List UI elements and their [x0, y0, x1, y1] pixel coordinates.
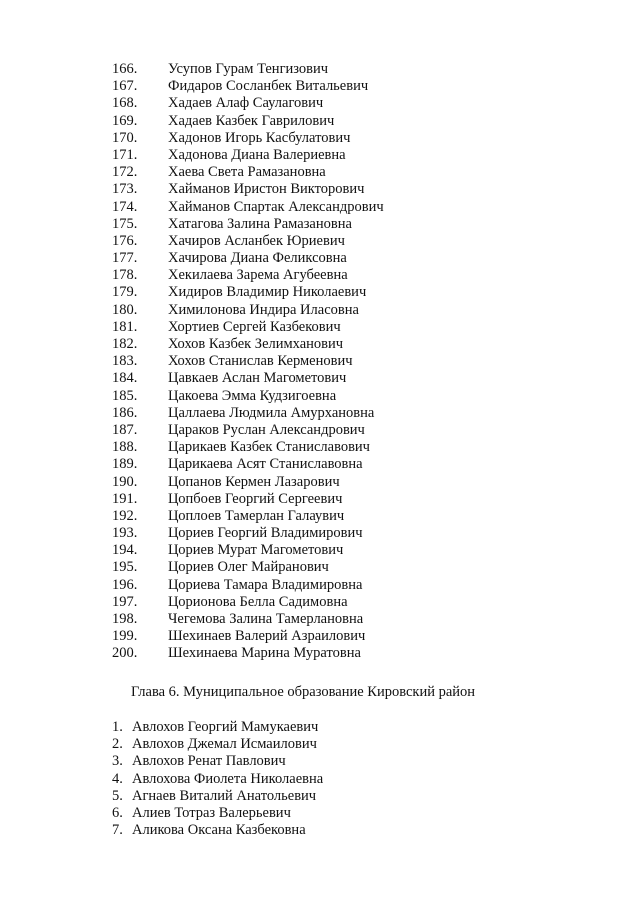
list-item-number: 7.: [112, 822, 123, 839]
list-item-number: 174.: [112, 198, 138, 215]
chapter-heading: Глава 6. Муниципальное образование Кировский район: [131, 684, 476, 700]
list-item: [112, 147, 384, 164]
list-item-name: Алиев Тотраз Валерьевич: [132, 804, 291, 821]
list-item-number: 182.: [112, 336, 138, 352]
list-item: [112, 61, 384, 78]
list-item: [112, 422, 384, 439]
list-item: [112, 559, 384, 576]
list-item-number: 176.: [112, 232, 138, 249]
list-item-name: Цавкаев Аслан Магометович: [168, 370, 347, 387]
list-item-number: 166.: [112, 61, 138, 77]
list-item: [112, 216, 384, 233]
list-item: [112, 788, 323, 805]
list-item-number: 175.: [112, 215, 138, 232]
list-item: [112, 719, 323, 736]
list-item-name: Хохов Казбек Зелимханович: [168, 336, 344, 352]
list-item-name: Цопбоев Георгий Сергеевич: [168, 490, 343, 507]
list-item-number: 190.: [112, 473, 138, 490]
list-item-name: Цараков Руслан Александрович: [168, 421, 365, 438]
list-item-number: 169.: [112, 112, 138, 129]
list-item: [112, 95, 384, 112]
list-item: [112, 491, 384, 508]
list-item-name: Хачирова Диана Феликсовна: [168, 250, 347, 267]
list-item: [112, 302, 384, 319]
list-item-number: 188.: [112, 439, 138, 456]
list-item-name: Хадонова Диана Валериевна: [168, 146, 346, 163]
list-item: [112, 250, 384, 267]
list-item-number: 192.: [112, 507, 138, 524]
list-item-number: 197.: [112, 593, 138, 610]
list-item-number: 196.: [112, 576, 138, 593]
list-item-number: 4.: [112, 770, 123, 787]
list-item-name: Цориева Тамара Владимировна: [168, 576, 363, 593]
list-item: [112, 753, 323, 770]
list-item: [112, 736, 323, 753]
list-item: [112, 164, 384, 181]
list-item-number: 181.: [112, 318, 138, 335]
list-item-number: 195.: [112, 559, 138, 576]
list-item-number: 168.: [112, 95, 138, 112]
list-item: [112, 284, 384, 301]
list-item: [112, 336, 384, 353]
list-item-name: Цакоева Эмма Кудзигоевна: [168, 387, 337, 404]
list-item-name: Цопанов Кермен Лазарович: [168, 473, 340, 490]
list-item-name: Шехинаева Марина Муратовна: [168, 645, 361, 662]
list-item: [112, 645, 384, 662]
list-item-number: 1.: [112, 719, 123, 735]
list-item-name: Усупов Гурам Тенгизович: [168, 61, 329, 77]
list-item-name: Цориев Мурат Магометович: [168, 542, 344, 559]
list-item: [112, 388, 384, 405]
list-item-name: Шехинаев Валерий Азраилович: [168, 628, 366, 645]
list-item-number: 5.: [112, 787, 123, 804]
list-item-name: Авлохов Ренат Павлович: [132, 753, 286, 770]
list-item: [112, 611, 384, 628]
list-item-name: Хохов Станислав Керменович: [168, 353, 353, 370]
list-item-number: 171.: [112, 146, 138, 163]
list-item-name: Хатагова Залина Рамазановна: [168, 215, 352, 232]
list-item: [112, 199, 384, 216]
list-item: [112, 113, 384, 130]
list-item-number: 167.: [112, 78, 138, 95]
list-item: [112, 353, 384, 370]
list-item-name: Хадонов Игорь Касбулатович: [168, 129, 351, 146]
list-item-name: Хекилаева Зарема Агубеевна: [168, 267, 348, 284]
candidate-list-kirovsky: [112, 719, 323, 839]
list-item-number: 178.: [112, 267, 138, 284]
list-item: [112, 594, 384, 611]
list-item-name: Хаева Света Рамазановна: [168, 164, 326, 181]
list-item-name: Цаллаева Людмила Амурхановна: [168, 404, 375, 421]
list-item: [112, 805, 323, 822]
list-item-number: 184.: [112, 370, 138, 387]
list-item-number: 180.: [112, 301, 138, 318]
list-item-name: Цориев Олег Майранович: [168, 559, 329, 576]
list-item-name: Хадаев Казбек Гаврилович: [168, 112, 335, 129]
list-item-name: Хайманов Иристон Викторович: [168, 181, 365, 198]
list-item-number: 177.: [112, 250, 138, 267]
list-item-name: Цорионова Белла Садимовна: [168, 593, 348, 610]
list-item-number: 2.: [112, 736, 123, 753]
list-item: [112, 474, 384, 491]
list-item-name: Авлохов Георгий Мамукаевич: [132, 719, 319, 735]
list-item: [112, 628, 384, 645]
list-item-name: Хачиров Асланбек Юриевич: [168, 232, 345, 249]
list-item: [112, 542, 384, 559]
list-item-name: Цориев Георгий Владимирович: [168, 525, 363, 542]
list-item-number: 187.: [112, 421, 138, 438]
list-item-number: 172.: [112, 164, 138, 181]
list-item-number: 170.: [112, 129, 138, 146]
list-item: [112, 405, 384, 422]
list-item-number: 200.: [112, 645, 138, 662]
list-item-number: 193.: [112, 525, 138, 542]
list-item: [112, 233, 384, 250]
list-item-number: 194.: [112, 542, 138, 559]
list-item: [112, 525, 384, 542]
list-item-name: Агнаев Виталий Анатольевич: [132, 787, 317, 804]
list-item-name: Фидаров Сосланбек Витальевич: [168, 78, 369, 95]
candidate-list-continued: [112, 61, 384, 663]
list-item-number: 185.: [112, 387, 138, 404]
list-item-name: Хортиев Сергей Казбекович: [168, 318, 341, 335]
list-item-number: 173.: [112, 181, 138, 198]
list-item-name: Авлохов Джемал Исмаилович: [132, 736, 317, 753]
list-item-number: 189.: [112, 456, 138, 473]
list-item: [112, 267, 384, 284]
list-item: [112, 370, 384, 387]
list-item-number: 198.: [112, 611, 138, 627]
list-item: [112, 319, 384, 336]
list-item-number: 191.: [112, 490, 138, 507]
list-item-number: 183.: [112, 353, 138, 370]
list-item: [112, 456, 384, 473]
list-item: [112, 577, 384, 594]
list-item-number: 3.: [112, 753, 123, 770]
list-item: [112, 508, 384, 525]
list-item-name: Аликова Оксана Казбековна: [132, 822, 306, 839]
list-item-name: Царикаев Казбек Станиславович: [168, 439, 370, 456]
list-item-name: Хадаев Алаф Саулагович: [168, 95, 324, 112]
list-item-name: Авлохова Фиолета Николаевна: [132, 770, 324, 787]
list-item: [112, 822, 323, 839]
list-item-number: 6.: [112, 804, 123, 821]
list-item-name: Химилонова Индира Иласовна: [168, 301, 359, 318]
list-item-name: Царикаева Асят Станиславовна: [168, 456, 363, 473]
list-item-name: Хайманов Спартак Александрович: [168, 198, 384, 215]
list-item-name: Цоплоев Тамерлан Галаувич: [168, 507, 345, 524]
list-item: [112, 771, 323, 788]
list-item-number: 179.: [112, 284, 138, 301]
list-item-number: 199.: [112, 628, 138, 645]
list-item-name: Хидиров Владимир Николаевич: [168, 284, 367, 301]
list-item-name: Чегемова Залина Тамерлановна: [168, 611, 364, 627]
list-item: [112, 181, 384, 198]
list-item: [112, 130, 384, 147]
list-item-number: 186.: [112, 404, 138, 421]
list-item: [112, 439, 384, 456]
list-item: [112, 78, 384, 95]
